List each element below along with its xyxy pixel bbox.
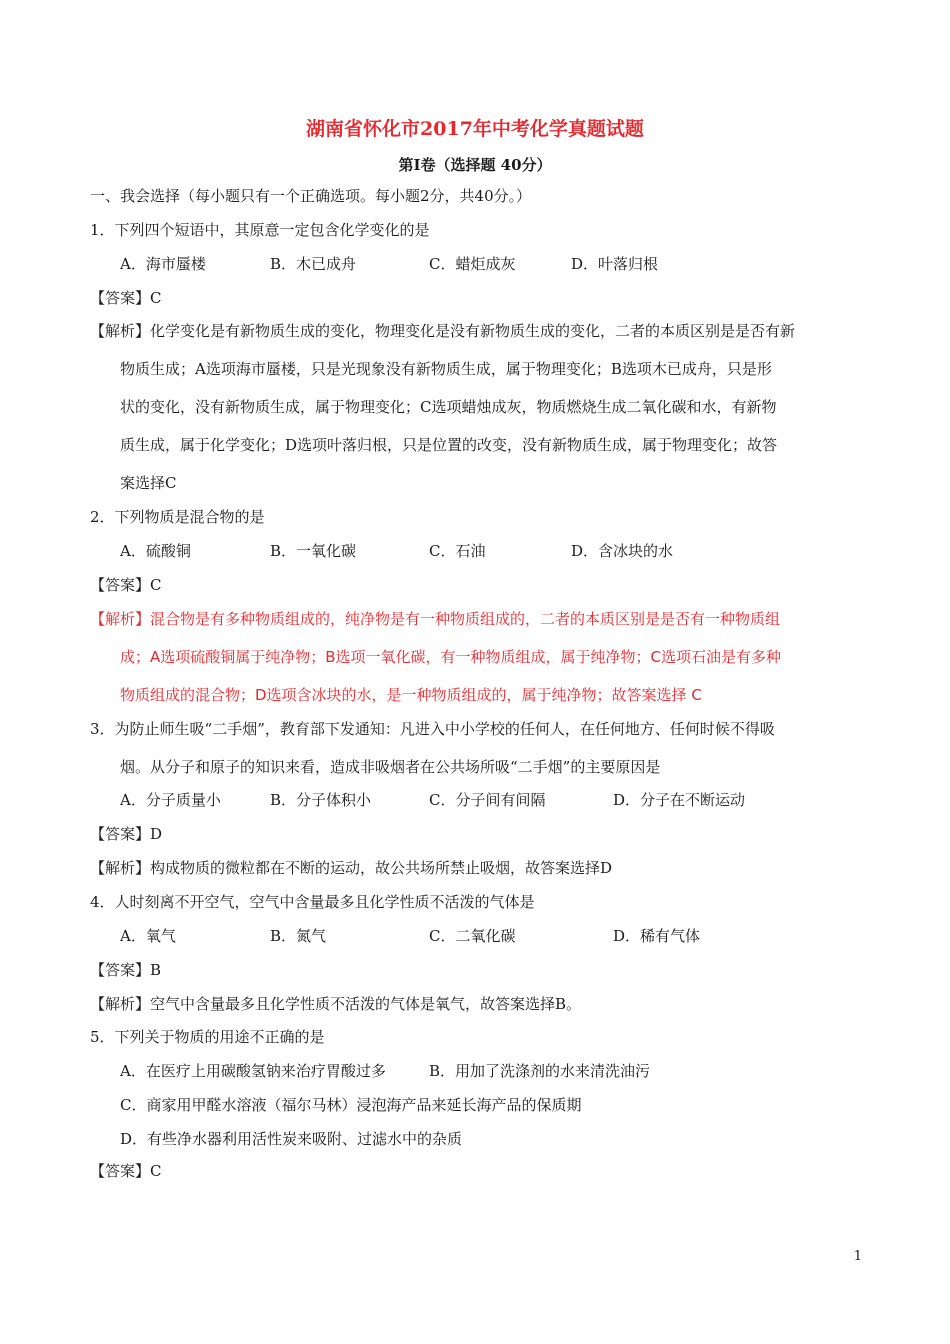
question-2-stem: 2．下列物质是混合物的是	[90, 508, 265, 526]
question-2-analysis-line: 【解析】混合物是有多种物质组成的，纯净物是有一种物质组成的，二者的本质区别是是否有一种物质组	[90, 610, 781, 628]
question-2-option-d: D．含冰块的水	[571, 542, 674, 560]
question-4-option-d: D．稀有气体	[613, 927, 701, 945]
question-3-analysis: 【解析】构成物质的微粒都在不断的运动，故公共场所禁止吸烟，故答案选择D	[90, 859, 613, 877]
question-3-option-b: B．分子体积小	[270, 791, 372, 809]
question-3-stem: 烟。从分子和原子的知识来看，造成非吸烟者在公共场所吸“二手烟”的主要原因是	[120, 758, 661, 776]
question-4-option-a: A．氧气	[120, 927, 176, 945]
question-2-option-c: C．石油	[429, 542, 486, 560]
question-5-option-c: C．商家用甲醛水溶液（福尔马林）浸泡海产品来延长海产品的保质期	[120, 1096, 582, 1114]
question-3-option-c: C．分子间有间隔	[429, 791, 546, 809]
question-5-answer: 【答案】C	[90, 1162, 162, 1180]
question-4-analysis: 【解析】空气中含量最多且化学性质不活泼的气体是氧气，故答案选择B。	[90, 995, 582, 1013]
question-4-option-c: C．二氧化碳	[429, 927, 516, 945]
question-4-stem: 4．人时刻离不开空气，空气中含量最多且化学性质不活泼的气体是	[90, 893, 535, 911]
question-2-option-a: A．硫酸铜	[120, 542, 191, 560]
page-number: 1	[853, 1249, 862, 1264]
question-5-option-b: B．用加了洗涤剂的水来清洗油污	[429, 1062, 651, 1080]
question-3-answer: 【答案】D	[90, 825, 163, 843]
question-4-option-b: B．氮气	[270, 927, 327, 945]
question-1-answer: 【答案】C	[90, 289, 162, 307]
question-3-stem: 3．为防止师生吸“二手烟”，教育部下发通知：凡进入中小学校的任何人，在任何地方、任何时候不得吸	[90, 720, 775, 738]
question-5-stem: 5．下列关于物质的用途不正确的是	[90, 1028, 325, 1046]
question-1-option-a: A．海市蜃楼	[120, 255, 206, 273]
question-2-analysis-line: 成；A选项硫酸铜属于纯净物；B选项一氧化碳，有一种物质组成，属于纯净物；C选项石油是有多种	[120, 648, 782, 666]
question-5-option-d: D．有些净水器利用活性炭来吸附、过滤水中的杂质	[120, 1130, 463, 1148]
question-5-option-a: A．在医疗上用碳酸氢钠来治疗胃酸过多	[120, 1062, 386, 1080]
question-1-option-c: C．蜡炬成灰	[429, 255, 516, 273]
question-1-option-b: B．木已成舟	[270, 255, 357, 273]
page-title: 湖南省怀化市2017年中考化学真题试题	[306, 118, 644, 140]
question-1-analysis-line: 【解析】化学变化是有新物质生成的变化，物理变化是没有新物质生成的变化，二者的本质区别是是否有新	[90, 322, 796, 340]
question-2-option-b: B．一氧化碳	[270, 542, 357, 560]
question-1-analysis-line: 物质生成；A选项海市蜃楼，只是光现象没有新物质生成，属于物理变化；B选项木已成舟，只是形	[120, 360, 772, 378]
question-2-analysis-line: 物质组成的混合物；D选项含冰块的水，是一种物质组成的，属于纯净物；故答案选择 C	[120, 686, 702, 704]
question-3-option-a: A．分子质量小	[120, 791, 221, 809]
section-heading: 一、我会选择（每小题只有一个正确选项。每小题2分，共40分。）	[90, 187, 532, 205]
question-1-analysis-line: 质生成，属于化学变化；D选项叶落归根，只是位置的改变，没有新物质生成，属于物理变化；故答	[120, 436, 778, 454]
question-4-answer: 【答案】B	[90, 961, 162, 979]
question-1-stem: 1．下列四个短语中，其原意一定包含化学变化的是	[90, 221, 430, 239]
section-subtitle: 第Ⅰ卷（选择题 40分）	[398, 156, 552, 174]
question-2-answer: 【答案】C	[90, 576, 162, 594]
question-1-analysis-line: 状的变化，没有新物质生成，属于物理变化；C选项蜡烛成灰，物质燃烧生成二氧化碳和水，有新物	[120, 398, 777, 416]
question-3-option-d: D．分子在不断运动	[613, 791, 746, 809]
question-1-analysis-line: 案选择C	[120, 474, 177, 492]
question-1-option-d: D．叶落归根	[571, 255, 659, 273]
